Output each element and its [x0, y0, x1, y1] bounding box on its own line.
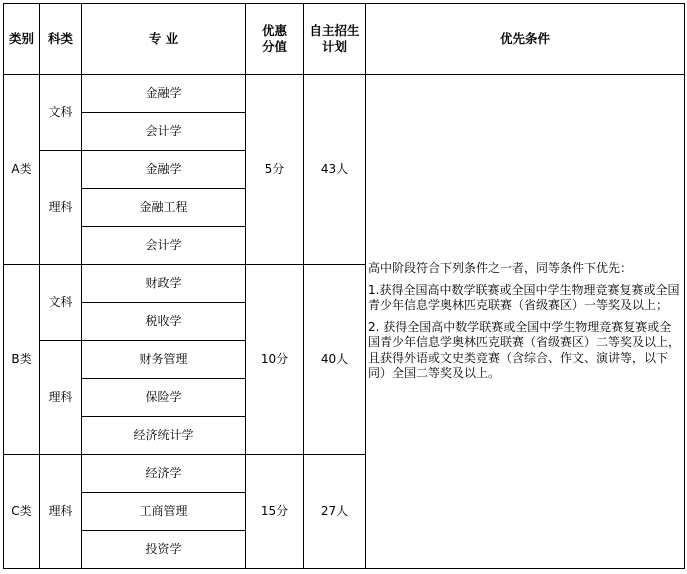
subject-cell: 理科: [40, 341, 82, 455]
table-row: [4, 75, 685, 113]
bonus-cell: 10分: [246, 265, 304, 455]
major-cell: 经济学: [82, 455, 246, 493]
major-cell: 财政学: [82, 265, 246, 303]
header-plan: 自主招生 计划: [304, 4, 366, 75]
major-cell: 金融工程: [82, 189, 246, 227]
category-cell: C类: [4, 455, 40, 569]
bonus-cell: 15分: [246, 455, 304, 569]
condition-cell: [366, 75, 685, 569]
major-cell: 会计学: [82, 227, 246, 265]
major-cell: 工商管理: [82, 493, 246, 531]
header-category: 类别: [4, 4, 40, 75]
header-subject: 科类: [40, 4, 82, 75]
major-cell: 投资学: [82, 531, 246, 569]
condition-item: 2. 获得全国高中数学联赛或全国中学生物理竞赛复赛或全国青少年信息学奥林匹克联赛（省级赛区）二等奖及以上，且获得外语或文史类竞赛（含综合、作文、演讲等，以下同）全国二等奖及以上。: [368, 319, 681, 381]
major-cell: 财务管理: [82, 341, 246, 379]
header-major: 专 业: [82, 4, 246, 75]
condition-item: 1.获得全国高中数学联赛或全国中学生物理竞赛复赛或全国青少年信息学奥林匹克联赛（省级赛区）一等奖及以上；: [368, 282, 680, 313]
plan-cell: 40人: [304, 265, 366, 455]
header-bonus: 优惠 分值: [246, 4, 304, 75]
subject-cell: 理科: [40, 151, 82, 265]
major-cell: 税收学: [82, 303, 246, 341]
plan-cell: 43人: [304, 75, 366, 265]
header-row: [4, 4, 685, 75]
condition-intro: 高中阶段符合下列条件之一者，同等条件下优先：: [368, 260, 633, 275]
admission-table: [3, 3, 685, 569]
major-cell: 保险学: [82, 379, 246, 417]
major-cell: 金融学: [82, 151, 246, 189]
header-condition: 优先条件: [366, 4, 685, 75]
plan-cell: 27人: [304, 455, 366, 569]
major-cell: 经济统计学: [82, 417, 246, 455]
bonus-cell: 5分: [246, 75, 304, 265]
subject-cell: 文科: [40, 265, 82, 341]
category-cell: A类: [4, 75, 40, 265]
major-cell: 会计学: [82, 113, 246, 151]
subject-cell: 理科: [40, 455, 82, 569]
category-cell: B类: [4, 265, 40, 455]
subject-cell: 文科: [40, 75, 82, 151]
major-cell: 金融学: [82, 75, 246, 113]
